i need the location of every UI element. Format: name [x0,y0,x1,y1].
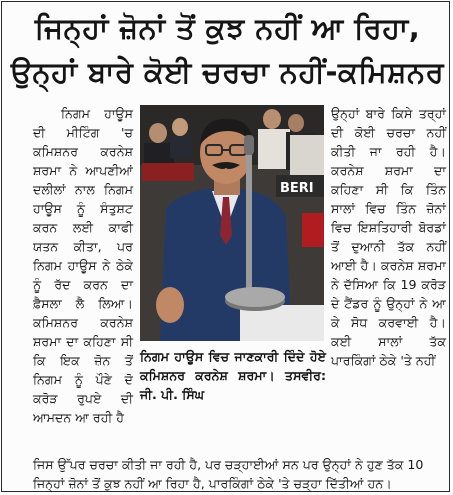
right-column [331,104,446,370]
bottom-line-2: ਜਿਨ੍ਹਾਂ ਜ਼ੋਨਾਂ ਤੋਂ ਕੁਝ ਨਹੀਂ ਆ ਰਿਹਾ ਹੈ, ਪਾਰਕਿੰਗਾਂ ਠੇਕੇ 'ਤੇ ਚੜ੍ਹਾ ਦਿੱਤੀਆਂ ਹਨ। [33,476,392,491]
mic-brand-logo: BERI [280,181,314,196]
photo-caption: ਨਿਗਮ ਹਾਊਸ ਵਿਚ ਜਾਣਕਾਰੀ ਦਿੰਦੇ ਹੋਏ ਕਮਿਸ਼ਨਰ ਕਰਨੇਸ਼ ਸ਼ਰਮਾ। ਤਸਵੀਰ: ਜੀ. ਪੀ. ਸਿੰਘ [140,349,326,402]
bottom-line-1: ਜਿਸ ਉੱਪਰ ਚਰਚਾ ਕੀਤੀ ਜਾ ਰਹੀ ਹੈ, ਪਰ ਚੜ੍ਹਾਈਆਂ ਸਨ ਪਰ ਉਨ੍ਹਾਂ ਨੇ ਹੁਣ ਤੱਕ 10 [33,457,424,472]
headline-line-2: ਉਨ੍ਹਾਂ ਬਾਰੇ ਕੋਈ ਚਰਚਾ ਨਹੀਂ-ਕਮਿਸ਼ਨਰ [10,55,445,89]
left-column [33,104,133,427]
news-clipping [1,1,450,492]
left-column-text: ਨਿਗਮ ਹਾਊਸ ਦੀ ਮੀਟਿੰਗ 'ਚ ਕਮਿਸ਼ਨਰ ਕਰਨੇਸ਼ ਸ਼ਰਮਾ ਨੇ ਆਪਣੀਆਂ ਦਲੀਲਾਂ ਨਾਲ ਨਿਗਮ ਹਾਊਸ ਨੂੰ ਸੰਤੁਸ਼ਟ ਕਰਨ ਲਈ ਕਾਫੀ ਯਤਨ ਕੀਤਾ, ਪਰ ਨਿਗਮ ਹਾਊਸ ਨੇ ਠੇਕੇ ਨੂੰ ਰੱਦ ਕਰਨ ਦਾ ਫ਼ੈਸਲਾ ਲੈ ਲਿਆ। ਕਮਿਸ਼ਨਰ ਕਰਨੇਸ਼ ਸ਼ਰਮਾ ਦਾ ਕਹਿਣਾ ਸੀ ਕਿ ਇਕ ਜ਼ੋਨ ਤੋਂ ਨਿਗਮ ਨੂੰ ਪੌਣੇ ਦੋ ਕਰੋੜ ਰੁਪਏ ਦੀ ਆਮਦਨ ਆ ਰਹੀ ਹੈ [33,106,133,425]
headline-line-1: ਜਿਨ੍ਹਾਂ ਜ਼ੋਨਾਂ ਤੋਂ ਕੁਝ ਨਹੀਂ ਆ ਰਿਹਾ, [34,11,421,45]
right-column-text: ਉਨ੍ਹਾਂ ਬਾਰੇ ਕਿਸੇ ਤਰ੍ਹਾਂ ਦੀ ਕੋਈ ਚਰਚਾ ਨਹੀਂ ਕੀਤੀ ਜਾ ਰਹੀ ਹੈ। ਕਰਨੇਸ਼ ਸ਼ਰਮਾ ਦਾ ਕਹਿਣਾ ਸੀ ਕਿ ਤਿੰਨ ਸਾਲਾਂ ਵਿਚ ਤਿੰਨ ਜ਼ੋਨਾਂ ਵਿਚ ਇਸ਼ਤਿਹਾਰੀ ਬੋਰਡਾਂ ਤੋਂ ਦੁਆਨੀ ਤੱਕ ਨਹੀਂ ਆਈ ਹੈ। ਕਰਨੇਸ਼ ਸ਼ਰਮਾ ਨੇ ਦੱਸਿਆ ਕਿ 19 ਕਰੋੜ ਦੇ ਟੈਂਡਰ ਨੂੰ ਉਨ੍ਹਾਂ ਨੇ ਆ ਕੇ ਸੋਧ ਕਰਵਾਈ ਹੈ। ਕਈ ਸਾਲਾਂ ਤੱਕ ਪਾਰਕਿੰਗਾਂ ਠੇਕੇ 'ਤੇ ਨਹੀਂ [331,106,446,368]
news-photo [140,105,324,341]
photo-illustration [140,105,324,341]
